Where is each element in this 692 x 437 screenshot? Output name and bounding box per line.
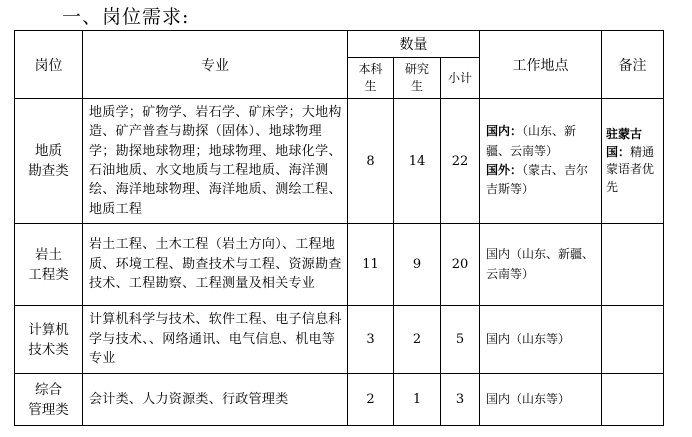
post-line2: 技术类: [28, 341, 69, 358]
subtotal-count: 3: [441, 374, 480, 426]
section-title: 一、岗位需求:: [62, 6, 190, 28]
header-grad-line1: 研究: [404, 62, 429, 76]
note-cell: [602, 224, 664, 306]
table-row: [15, 224, 664, 306]
post-line1: 地质: [35, 143, 62, 159]
undergrad-count: 3: [348, 306, 394, 374]
post-line2: 管理类: [28, 401, 69, 418]
location-cell: 国内（山东等）: [480, 306, 602, 374]
header-post: 岗位: [15, 31, 83, 99]
note-cell: [602, 306, 664, 374]
post-line2: 工程类: [28, 266, 69, 283]
domestic-label: 国内：: [486, 124, 523, 139]
major-cell: 计算机科学与技术、软件工程、电子信息科学与技术、、网络通讯、电气信息、机电等专业: [83, 306, 348, 374]
grad-count: 14: [394, 99, 441, 224]
location-cell: 国内（山东、新疆、云南等）: [480, 224, 602, 306]
abroad-label: 国外：: [486, 163, 523, 177]
post-cell: [15, 306, 83, 374]
post-line1: 综合: [35, 381, 62, 398]
header-location: 工作地点: [480, 31, 602, 99]
note-label: 驻蒙古国：: [606, 127, 643, 159]
post-cell: [15, 374, 83, 426]
abroad-locations: （蒙古、吉尔吉斯等）: [486, 163, 589, 197]
grad-count: 2: [394, 306, 441, 374]
requirements-table: [14, 30, 664, 426]
grad-count: 9: [394, 224, 441, 306]
major-cell: 地质学；矿物学、岩石学、矿床学；大地构造、矿产普查与勘探（固体）、地球物理学；勘探地球物理；地球物理、地球化学、石油地质、水文地质与工程地质、海洋测绘、海洋地球物理、海洋地质、测绘工程、地质工程: [83, 99, 348, 224]
undergrad-count: 2: [348, 374, 394, 426]
post-line1: 岩土: [35, 246, 62, 263]
subtotal-count: 22: [441, 99, 480, 224]
major-cell: 岩土工程、土木工程（岩土方向）、工程地质、环境工程、勘查技术与工程、资源勘查技术、工程勘察、工程测量及相关专业: [83, 224, 348, 306]
major-cell: 会计类、人力资源类、行政管理类: [83, 374, 348, 426]
header-major: 专业: [83, 31, 348, 99]
header-grad-line2: 生: [410, 79, 423, 93]
undergrad-count: 8: [348, 99, 394, 224]
post-line2: 勘查类: [28, 163, 69, 179]
subtotal-count: 5: [441, 306, 480, 374]
note-cell: [602, 99, 664, 224]
header-undergrad-line1: 本科: [358, 62, 383, 76]
table-row: [15, 99, 664, 224]
subtotal-count: 20: [441, 224, 480, 306]
header-quantity: 数量: [348, 31, 480, 58]
table-row: [15, 374, 664, 426]
header-undergrad-line2: 生: [364, 79, 377, 93]
domestic-locations: （山东、新疆、云南等）: [486, 124, 577, 158]
header-note: 备注: [602, 31, 664, 99]
location-cell: [480, 99, 602, 224]
note-text: 精通蒙语者优先: [606, 144, 655, 194]
header-grad: [394, 58, 441, 99]
note-cell: [602, 374, 664, 426]
header-undergrad: [348, 58, 394, 99]
header-row: [15, 31, 664, 58]
grad-count: 1: [394, 374, 441, 426]
post-line1: 计算机: [28, 321, 69, 338]
table-row: [15, 306, 664, 374]
post-cell: [15, 224, 83, 306]
location-cell: 国内（山东等）: [480, 374, 602, 426]
undergrad-count: 11: [348, 224, 394, 306]
post-cell: [15, 99, 83, 224]
header-subtotal: 小计: [441, 58, 480, 99]
